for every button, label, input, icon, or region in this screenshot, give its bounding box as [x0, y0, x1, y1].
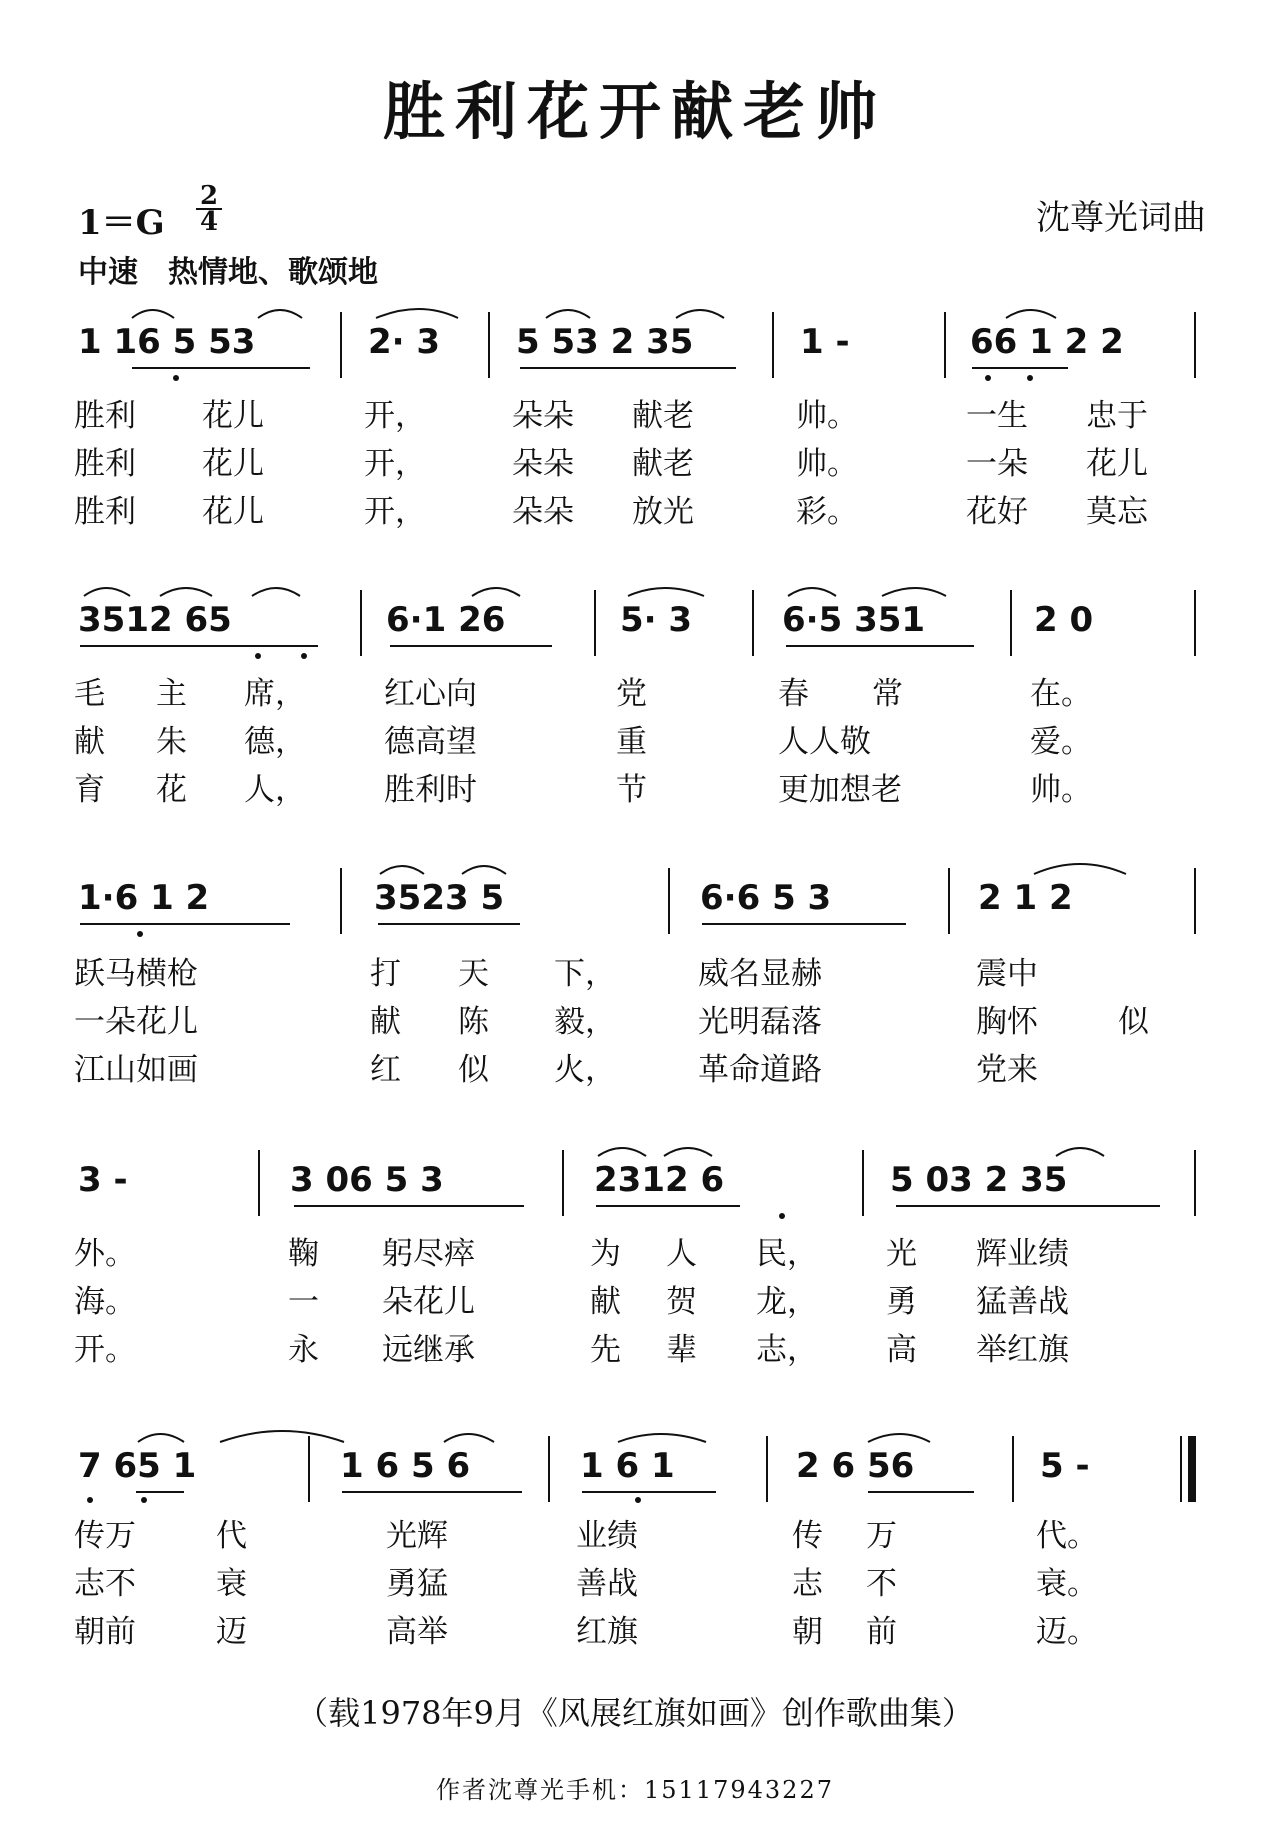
measure-notes: 1·6 1 2	[78, 878, 210, 918]
measure-notes: 3 06 5 3	[290, 1160, 444, 1200]
slur	[598, 1148, 646, 1156]
lyric: 似	[1118, 1004, 1149, 1040]
lyric: 迈。	[1036, 1614, 1098, 1650]
slur	[444, 1434, 494, 1442]
lyric: 一	[288, 1284, 319, 1320]
lyric: 代	[216, 1518, 247, 1554]
song-title: 胜利花开献老帅	[382, 75, 887, 148]
lyric: 献老	[632, 398, 694, 434]
lyric: 在。	[1030, 676, 1092, 712]
slur	[160, 588, 212, 596]
slur	[618, 1434, 706, 1442]
key-signature: 1＝G	[78, 203, 165, 243]
lyric: 民，	[756, 1236, 818, 1272]
measure-notes: 5 03 2 35	[890, 1160, 1068, 1200]
lyric: 彩。	[796, 494, 858, 530]
tie	[220, 1431, 344, 1442]
tie	[1034, 864, 1126, 874]
slur	[258, 310, 302, 318]
lyric: 打	[370, 956, 401, 992]
measure-notes: 2 0	[1034, 600, 1094, 640]
lyric: 人人敬	[778, 724, 871, 760]
time-signature-top: 2	[196, 184, 222, 210]
measure-notes: 6·1 26	[386, 600, 506, 640]
octave-dot	[173, 375, 179, 381]
lyric: 朵花儿	[382, 1284, 475, 1320]
lyric: 似	[458, 1052, 489, 1088]
lyric: 远继承	[382, 1332, 475, 1368]
lyric: 爱。	[1030, 724, 1092, 760]
lyric: 迈	[216, 1614, 247, 1650]
measure-notes: 1 6 5 6	[340, 1446, 471, 1486]
lyric: 猛善战	[976, 1284, 1069, 1320]
lyric: 志不	[74, 1566, 136, 1602]
lyric: 红心向	[384, 676, 477, 712]
lyric: 毛	[74, 676, 105, 712]
measure-notes: 1 16 5 53	[78, 322, 256, 362]
slur	[380, 866, 424, 874]
measure-notes: 1 -	[800, 322, 850, 362]
octave-dot	[87, 1497, 93, 1503]
lyric: 花儿	[202, 398, 264, 434]
lyric: 衰	[216, 1566, 247, 1602]
lyric: 育	[74, 772, 105, 808]
lyric: 朱	[156, 724, 187, 760]
lyric: 胜利时	[384, 772, 477, 808]
lyric: 革命道路	[698, 1052, 822, 1088]
lyric: 主	[156, 676, 187, 712]
lyric: 下，	[554, 956, 616, 992]
measure-notes: 3 -	[78, 1160, 128, 1200]
lyric: 胜利	[74, 494, 136, 530]
tie	[628, 588, 704, 596]
lyric: 辈	[666, 1332, 697, 1368]
lyric: 春	[778, 676, 809, 712]
lyric: 帅。	[1030, 772, 1092, 808]
slur	[664, 1148, 712, 1156]
lyric: 帅。	[796, 398, 858, 434]
octave-dot	[255, 653, 261, 659]
lyric: 朵朵	[512, 446, 574, 482]
measure-notes: 2 6 56	[796, 1446, 915, 1486]
lyric: 前	[866, 1614, 897, 1650]
measure-notes: 2· 3	[368, 322, 441, 362]
measure-notes: 7 65 1	[78, 1446, 197, 1486]
lyric: 胜利	[74, 446, 136, 482]
lyric: 善战	[576, 1566, 638, 1602]
lyric: 朵朵	[512, 398, 574, 434]
lyric: 献	[370, 1004, 401, 1040]
slur	[788, 588, 836, 596]
lyric: 花儿	[1086, 446, 1148, 482]
slur	[882, 588, 946, 596]
lyric: 红旗	[576, 1614, 638, 1650]
lyric: 高举	[386, 1614, 448, 1650]
lyric: 德高望	[384, 724, 477, 760]
lyric: 传万	[74, 1518, 136, 1554]
slur	[462, 866, 506, 874]
measure-notes: 5· 3	[620, 600, 693, 640]
lyric: 朵朵	[512, 494, 574, 530]
lyric: 重	[616, 724, 647, 760]
source-note: （载1978年9月《风展红旗如画》创作歌曲集）	[296, 1694, 974, 1732]
lyric: 开。	[74, 1332, 136, 1368]
lyric: 龙，	[756, 1284, 818, 1320]
octave-dot	[1027, 375, 1033, 381]
lyric: 朝前	[74, 1614, 136, 1650]
lyric: 一朵花儿	[74, 1004, 198, 1040]
lyric: 开，	[364, 446, 426, 482]
lyric: 献	[74, 724, 105, 760]
lyric: 朝	[792, 1614, 823, 1650]
lyric: 高	[886, 1332, 917, 1368]
lyric: 代。	[1036, 1518, 1098, 1554]
slur	[472, 588, 520, 596]
lyric: 为	[590, 1236, 621, 1272]
lyric: 万	[866, 1518, 897, 1554]
measure-notes: 2 1 2	[978, 878, 1073, 918]
slur	[132, 310, 174, 318]
lyric: 一生	[966, 398, 1028, 434]
lyric: 人，	[244, 772, 306, 808]
lyric: 更加想老	[778, 772, 902, 808]
lyric: 躬尽瘁	[382, 1236, 475, 1272]
lyric: 花	[156, 772, 187, 808]
measure-notes: 5 53 2 35	[516, 322, 694, 362]
lyric: 志	[792, 1566, 823, 1602]
slur	[868, 1434, 930, 1442]
lyric: 震中	[976, 956, 1038, 992]
lyric: 火，	[554, 1052, 616, 1088]
lyric: 献老	[632, 446, 694, 482]
lyric: 献	[590, 1284, 621, 1320]
slur	[1056, 1148, 1104, 1156]
measure-notes: 5 -	[1040, 1446, 1090, 1486]
time-signature-bottom: 4	[199, 207, 219, 237]
lyric: 毅，	[554, 1004, 616, 1040]
octave-dot	[985, 375, 991, 381]
lyric: 辉业绩	[976, 1236, 1069, 1272]
slur	[84, 588, 130, 596]
lyric: 一朵	[966, 446, 1028, 482]
measure-notes: 3512 65	[78, 600, 232, 640]
lyric: 业绩	[576, 1518, 638, 1554]
contact-line: 作者沈尊光手机：15117943227	[436, 1776, 834, 1804]
lyric: 江山如画	[74, 1052, 198, 1088]
lyric: 开，	[364, 398, 426, 434]
lyric: 志，	[756, 1332, 818, 1368]
lyric: 花好	[966, 494, 1028, 530]
lyric: 光辉	[386, 1518, 448, 1554]
lyric: 帅。	[796, 446, 858, 482]
lyric: 胜利	[74, 398, 136, 434]
octave-dot	[137, 931, 143, 937]
lyric: 放光	[632, 494, 694, 530]
lyric: 外。	[74, 1236, 136, 1272]
lyric: 光	[886, 1236, 917, 1272]
measure-notes: 2312 6	[594, 1160, 725, 1200]
author-credit: 沈尊光词曲	[1036, 198, 1206, 238]
measure-notes: 3523 5	[374, 878, 505, 918]
octave-dot	[141, 1497, 147, 1503]
lyric: 传	[792, 1518, 823, 1554]
slur	[1006, 310, 1056, 318]
slur	[676, 310, 724, 318]
lyric: 贺	[666, 1284, 697, 1320]
slur	[252, 588, 300, 596]
measure-notes: 6·5 351	[782, 600, 926, 640]
lyric: 常	[872, 676, 903, 712]
slur	[138, 1434, 184, 1442]
lyric: 陈	[458, 1004, 489, 1040]
lyric: 衰。	[1036, 1566, 1098, 1602]
lyric: 跃马横枪	[74, 956, 198, 992]
lyric: 席，	[244, 676, 306, 712]
lyric: 节	[616, 772, 647, 808]
lyric: 海。	[74, 1284, 136, 1320]
lyric: 光明磊落	[698, 1004, 822, 1040]
tie	[376, 309, 458, 318]
lyric: 莫忘	[1086, 494, 1148, 530]
lyric: 人	[666, 1236, 697, 1272]
slur	[546, 310, 590, 318]
lyric: 花儿	[202, 446, 264, 482]
measure-notes: 6·6 5 3	[700, 878, 832, 918]
lyric: 威名显赫	[698, 956, 822, 992]
measure-notes: 1 6 1	[580, 1446, 675, 1486]
tempo-marking: 中速 热情地、歌颂地	[78, 255, 378, 290]
lyric: 鞠	[288, 1236, 319, 1272]
lyric: 花儿	[202, 494, 264, 530]
lyric: 勇	[886, 1284, 917, 1320]
lyric: 开，	[364, 494, 426, 530]
lyric: 永	[288, 1332, 319, 1368]
octave-dot	[635, 1497, 641, 1503]
lyric: 举红旗	[976, 1332, 1069, 1368]
octave-dot	[779, 1213, 785, 1219]
lyric: 德，	[244, 724, 306, 760]
lyric: 党来	[976, 1052, 1038, 1088]
lyric: 天	[458, 956, 489, 992]
lyric: 忠于	[1086, 398, 1148, 434]
lyric: 先	[590, 1332, 621, 1368]
lyric: 勇猛	[386, 1566, 448, 1602]
lyric: 不	[866, 1566, 897, 1602]
lyric: 红	[370, 1052, 401, 1088]
measure-notes: 66 1 2 2	[970, 322, 1124, 362]
lyric: 胸怀	[976, 1004, 1038, 1040]
octave-dot	[301, 653, 307, 659]
lyric: 党	[616, 676, 647, 712]
